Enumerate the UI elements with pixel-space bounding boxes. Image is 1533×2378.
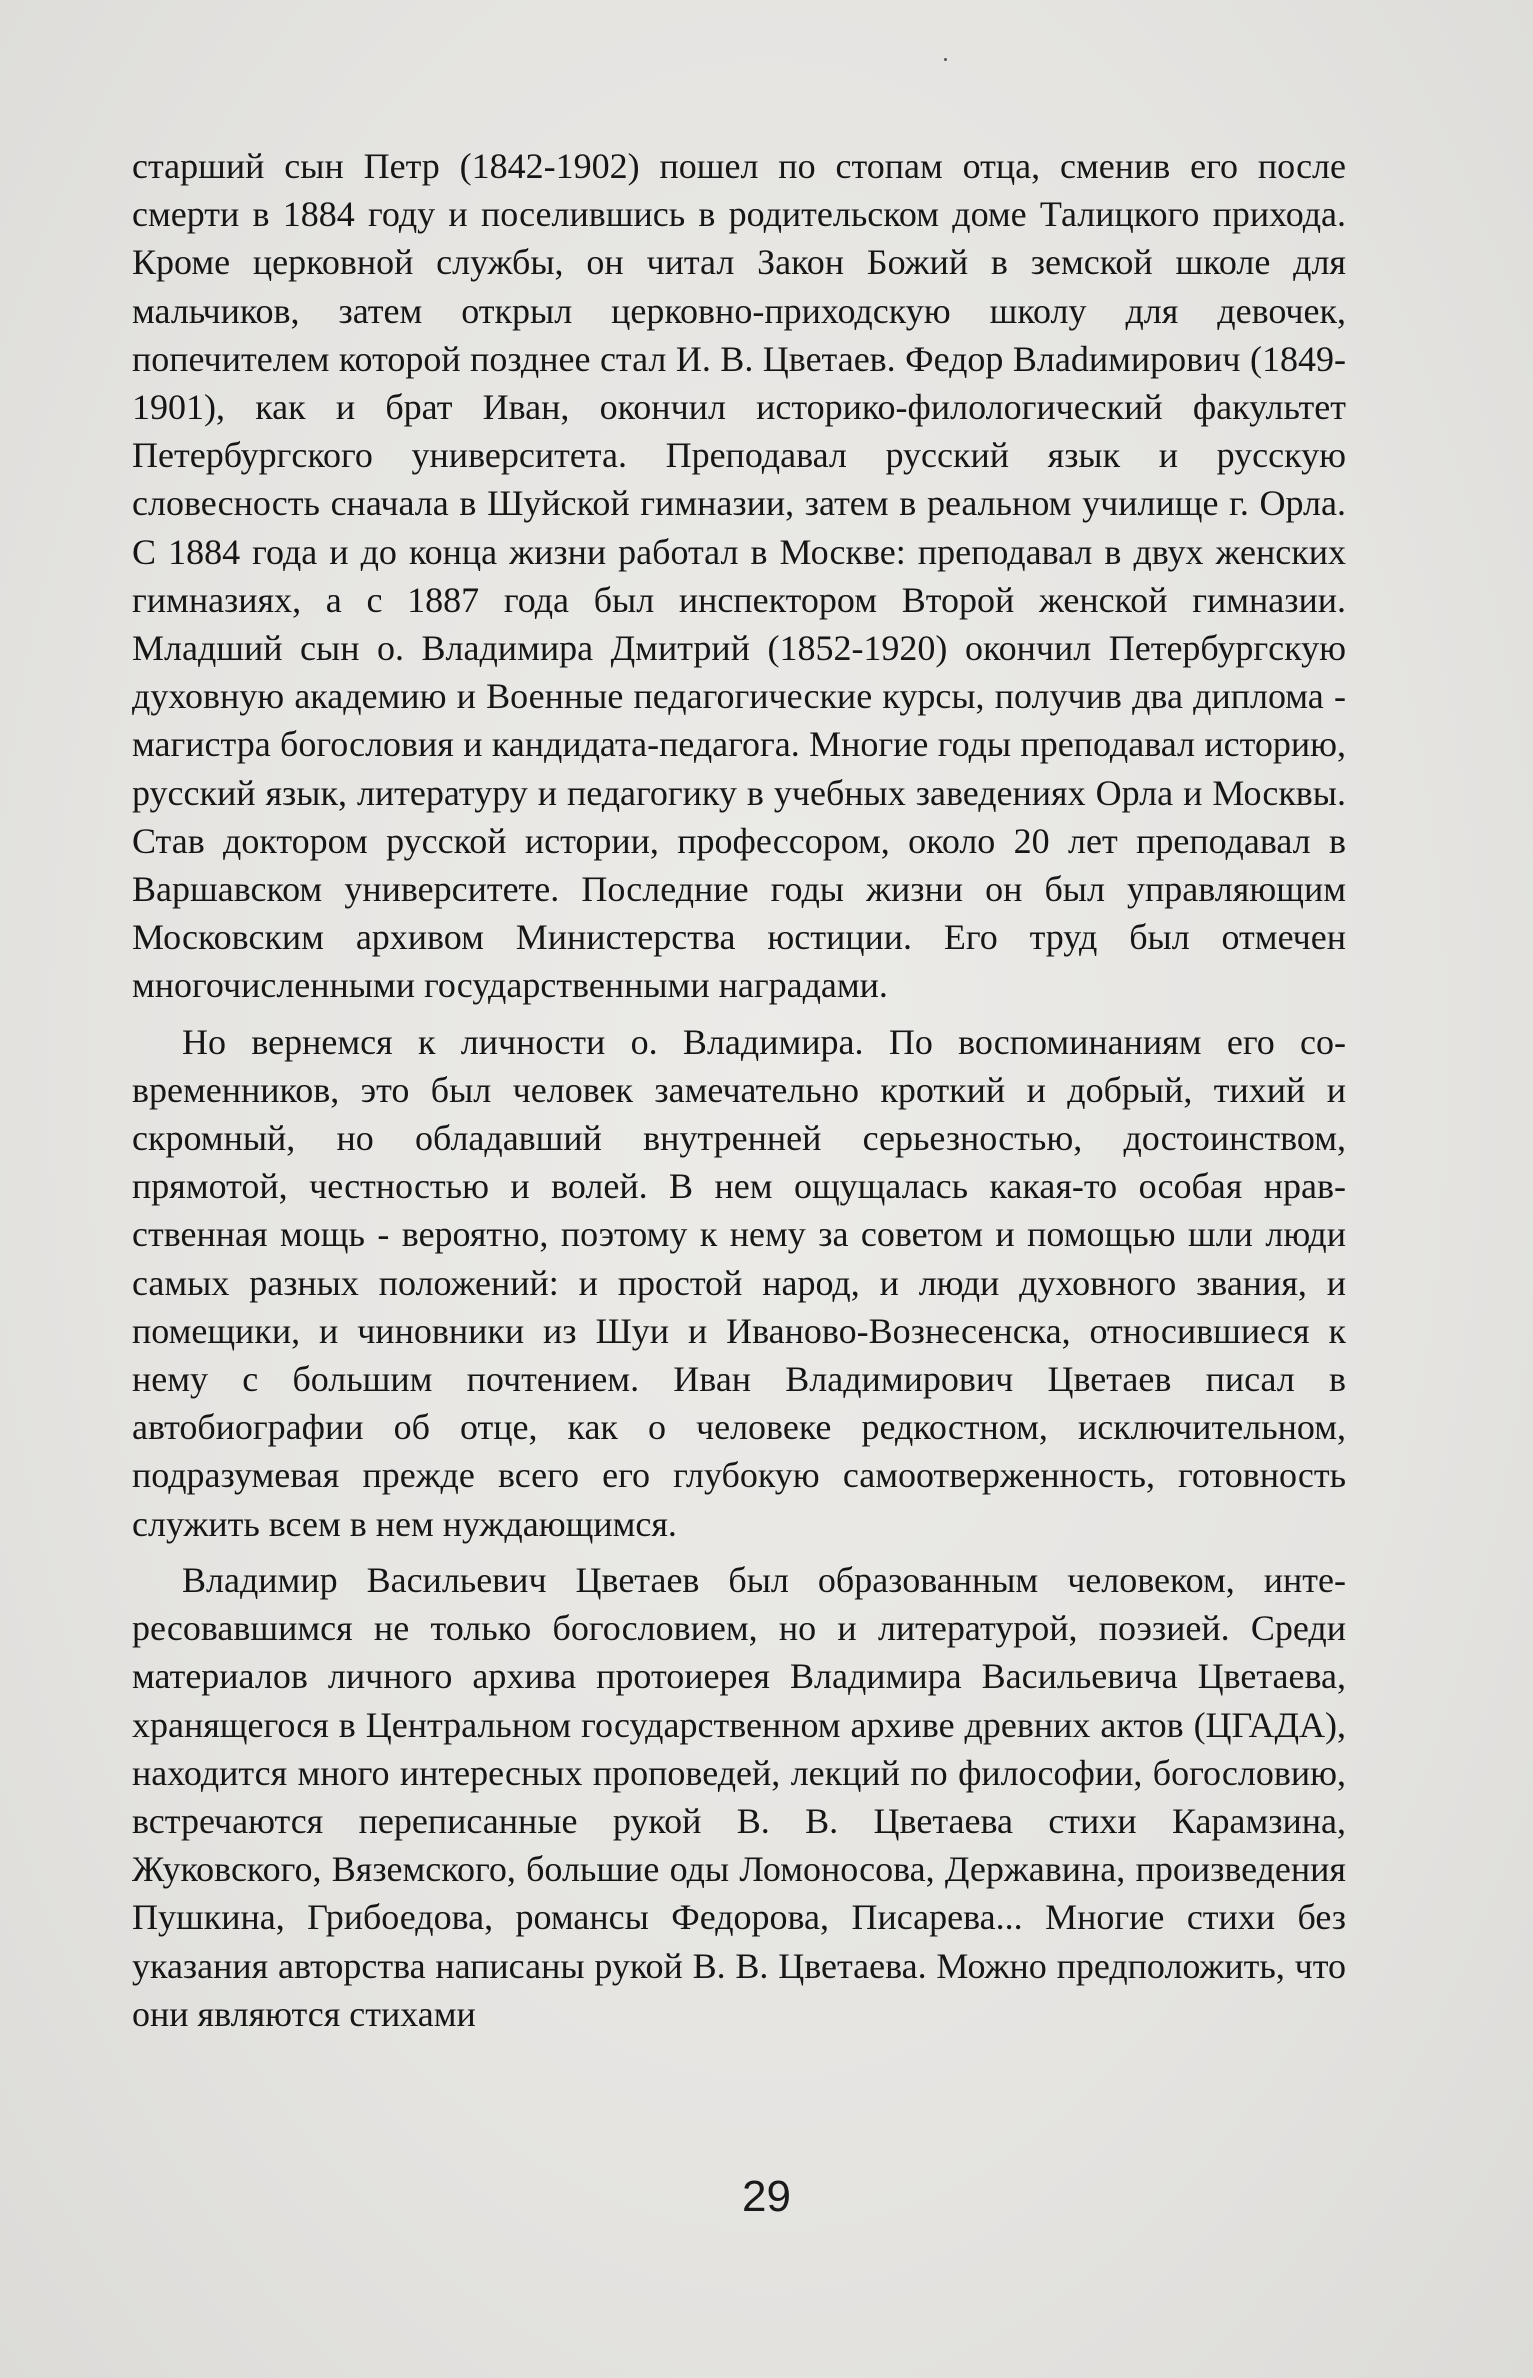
page-number: 29: [742, 2172, 791, 2221]
paragraph-1: старший сын Петр (1842-1902) пошел по стопам отца, сменив его после смерти в 1884 году и поселившись в родительском доме Талицкого прихода. Кроме церковной службы, он читал Закон Божий в земской школе для мальчиков, затем открыл церковно-приходскую школу для девочек, попечителем которой позднее стал И. В. Цветаев. Федор Влаdимирович (1849-1901), как и брат Иван, окончил историко-филологический факультет Петербургского университета. Преподавал русский язык и русскую словесность сначала в Шуйской гимназии, затем в реальном училище г. Орла. С 1884 года и до конца жизни работал в Москве: преподавал в двух женских гимназиях, а с 1887 года был инспектором Второй женской гимназии. Младший сын о. Владимира Дмитрий (1852-1920) окончил Петербургскую духовную академию и Военные педагогические курсы, получив два диплома - магистра богословия и кандидата-педагога. Многие годы преподавал историю, русский язык, литературу и педагогику в учебных заведениях Орла и Москвы. Став доктором русской истории, профессором, около 20 лет преподавал в Варшавском университете. Последние годы жизни он был управляющим Московским архивом Министерства юстиции. Его труд был отмечен многочисленными государственными наградами.: [132, 146, 1346, 1006]
paragraph-3: Владимир Васильевич Цветаев был образованным человеком, интересовавшимся не только богословием, но и литературой, поэзией. Среди материалов личного архива протоиерея Владимира Васильевича Цветаева, хранящегося в Центральном государственном архиве древних актов (ЦГАДА), находится много интересных проповедей, лекций по философии, богословию, встречаются переписанные рукой В. В. Цветаева стихи Карамзина, Жуковского, Вяземского, большие оды Ломоносова, Державина, произведения Пушкина, Грибоедова, романсы Федорова, Писарева... Многие стихи без указания авторства написаны рукой В. В. Цветаева. Можно предположить, что они являются стихами: [132, 1559, 1346, 2034]
body-text: [132, 142, 1346, 2038]
paragraph-2: Но вернемся к личности о. Владимира. По воспоминаниям его современников, это был человек замечательно кроткий и добрый, тихий и скромный, но обладавший внутренней серьезностью, достоинством, прямотой, честностью и волей. В нем ощущалась какая-то особая нравственная мощь - вероятно, поэтому к нему за советом и помощью шли люди самых разных положений: и простой народ, и люди духовного звания, и помещики, и чиновники из Шуи и Иваново-Вознесенска, относившиеся к нему с большим почтением. Иван Владимирович Цветаев писал в автобиографии об отце, как о человеке редкостном, исключительном, подразумевая прежде всего его глубокую самоотверженность, готовность служить всем в нем нуждающимся.: [132, 1021, 1346, 1544]
paper-speck: [944, 58, 947, 61]
